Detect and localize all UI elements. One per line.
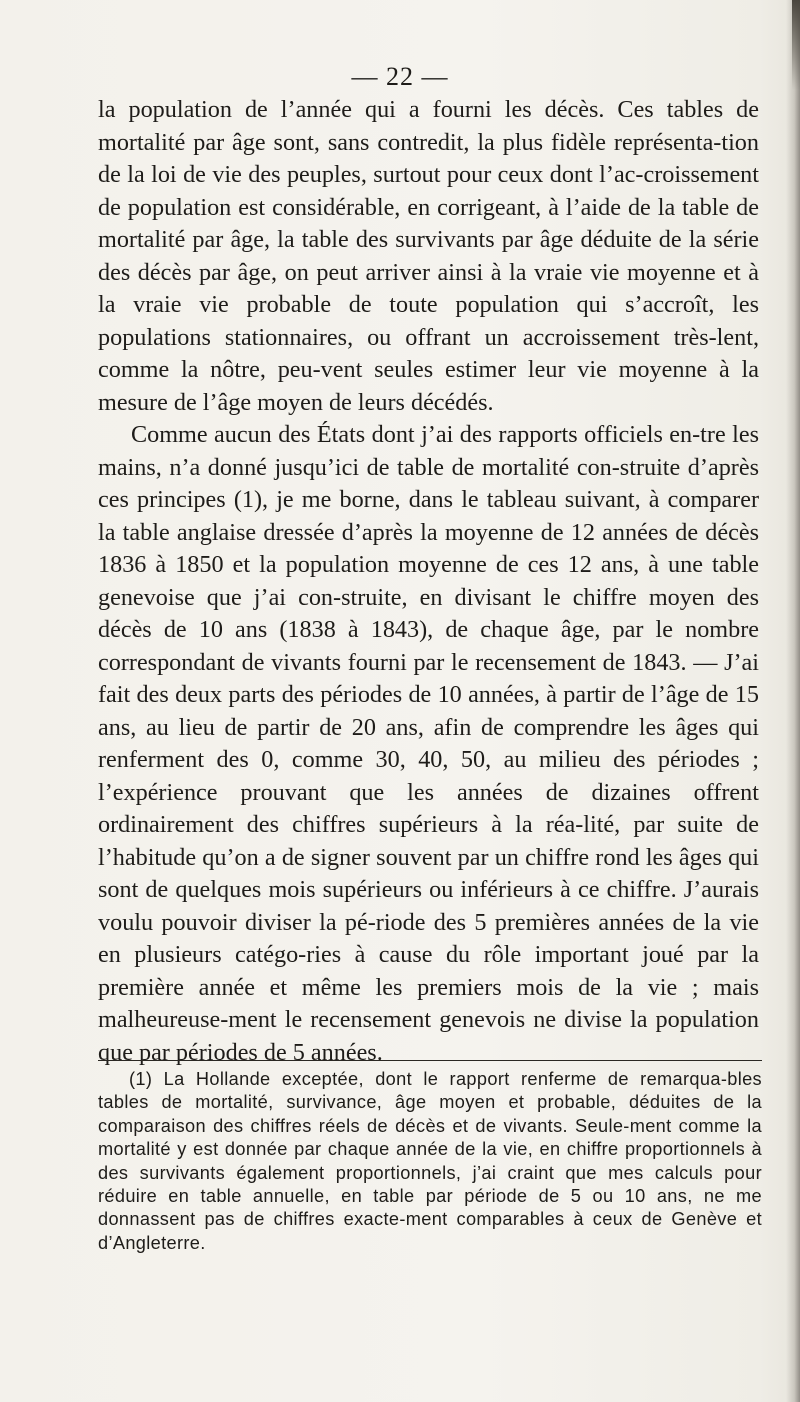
footnote [98, 1068, 762, 1255]
main-text [98, 94, 759, 1069]
footnote-separator [98, 1060, 762, 1061]
page-edge-shadow [786, 0, 800, 1402]
page-number: — 22 — [351, 62, 449, 91]
paragraph-2: Comme aucun des États dont j’ai des rapports officiels en-tre les mains, n’a donné jusqu’ici de table de mortalité con-struite d’après ces principes (1), je me borne, dans le tableau suivant, à comparer la table anglaise dressée d’après la moyenne de 12 années de décès 1836 à 1850 et la population moyenne de ces 12 ans, à une table genevoise que j’ai con-struite, en divisant le chiffre moyen des décès de 10 ans (1838 à 1843), de chaque âge, par le nombre correspondant de vivants fourni par le recensement de 1843. — J’ai fait des deux parts des périodes de 10 années, à partir de l’âge de 15 ans, au lieu de partir de 20 ans, afin de comprendre les âges qui renferment des 0, comme 30, 40, 50, au milieu des périodes ; l’expérience prouvant que les années de dizaines offrent ordinairement des chiffres supérieurs à la réa-lité, par suite de l’habitude qu’on a de signer souvent par un chiffre rond les âges qui sont de quelques mois supérieurs ou inférieurs à ce chiffre. J’aurais voulu pouvoir diviser la pé-riode des 5 premières années de la vie en plusieurs catégo-ries à cause du rôle important joué par la première année et même les premiers mois de la vie ; mais malheureuse-ment le recensement genevois ne divise la population que par périodes de 5 années. [98, 421, 759, 1066]
footnote-text: (1) La Hollande exceptée, dont le rapport renferme de remarqua-bles tables de mortalité, survivance, âge moyen et probable, déduites de la comparaison des chiffres réels de décès et de vivants. Seule-ment comme la mortalité y est donnée par chaque année de la vie, en chiffre proportionnels à des survivants également proportionnels, j’ai craint que mes calculs pour réduire en table annuelle, en table par période de 5 ou 10 ans, ne me donnassent pas de chiffres exacte-ment comparables à ceux de Genève et d’Angleterre. [98, 1069, 762, 1253]
paragraph-1: la population de l’année qui a fourni les décès. Ces tables de mortalité par âge sont, sans contredit, la plus fidèle représenta-tion de la loi de vie des peuples, surtout pour ceux dont l’ac-croissement de population est considérable, en corrigeant, à l’aide de la table de mortalité par âge, la table des survivants par âge déduite de la série des décès par âge, on peut arriver ainsi à la vraie vie moyenne et à la vraie vie probable de toute population qui s’accroît, les populations stationnaires, ou offrant un accroissement très-lent, comme la nôtre, peu-vent seules estimer leur vie moyenne à la mesure de l’âge moyen de leurs décédés. [98, 96, 759, 416]
